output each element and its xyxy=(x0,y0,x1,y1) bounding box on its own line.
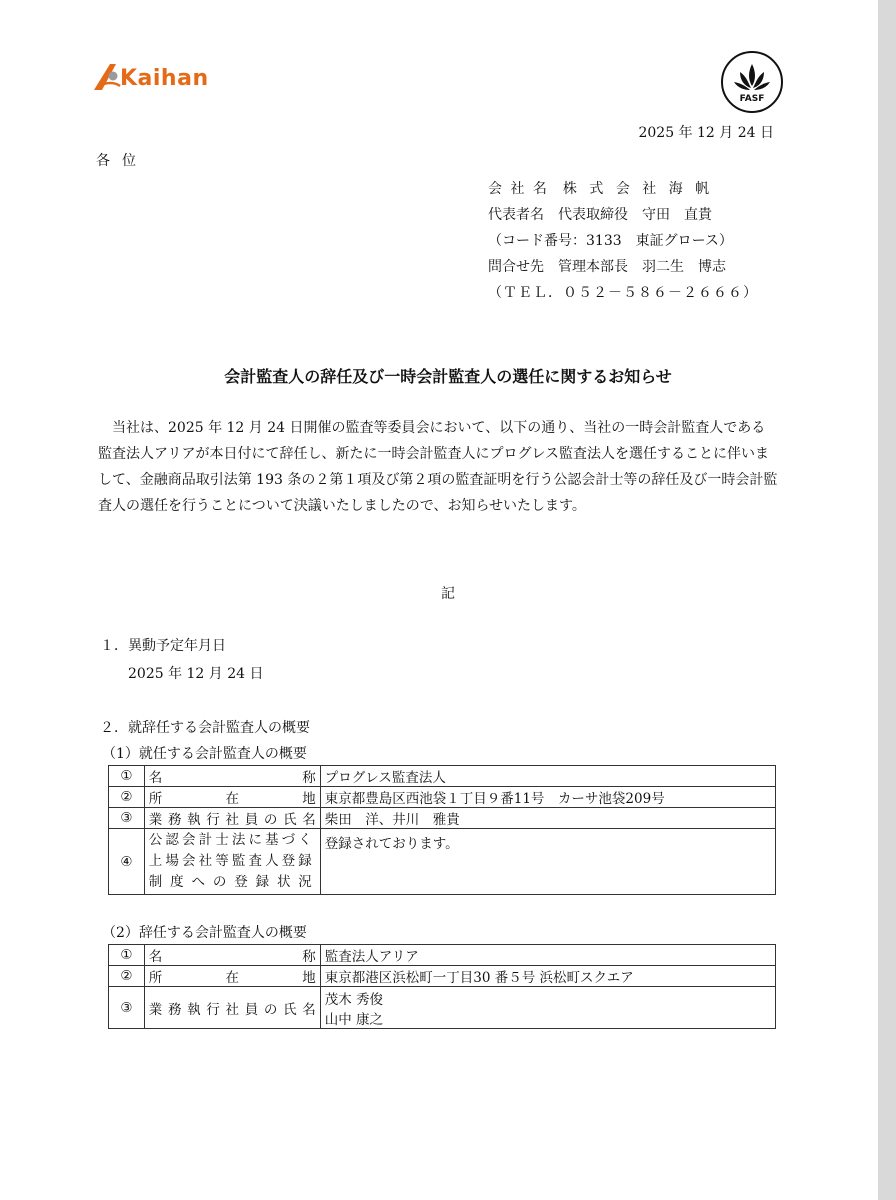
incoming-auditor-table xyxy=(108,765,776,895)
row-number: ② xyxy=(109,787,145,808)
row-number: ① xyxy=(109,945,145,966)
row-label: 名称 xyxy=(144,766,320,787)
table-row xyxy=(109,787,776,808)
sender-company-row xyxy=(488,176,758,202)
partner-name: 山中 康之 xyxy=(324,1011,384,1028)
row-value-multiline xyxy=(320,987,775,1029)
table-row xyxy=(109,808,776,829)
row-value: 監査法人アリア xyxy=(320,945,775,966)
row-number: ③ xyxy=(109,987,145,1029)
row-value: 柴田 洋、井川 雅貴 xyxy=(320,808,775,829)
document-date: 2025 年 12 月 24 日 xyxy=(638,125,774,141)
label-line: 制度への登録状況 xyxy=(148,874,312,890)
company-label: 会 社 名 xyxy=(488,181,549,197)
notice-title: 会計監査人の辞任及び一時会計監査人の選任に関するお知らせ xyxy=(224,367,672,386)
row-value: 東京都豊島区西池袋１丁目９番11号 カーサ池袋209号 xyxy=(320,787,775,808)
row-number: ② xyxy=(109,966,145,987)
partner-name: 茂木 秀俊 xyxy=(324,991,384,1008)
table-row xyxy=(109,945,776,966)
row-number: ③ xyxy=(109,808,145,829)
row-value: 登録されております。 xyxy=(320,829,775,895)
label-line: 上場会社等監査人登録 xyxy=(148,853,312,869)
outgoing-auditor-heading: （2）辞任する会計監査人の概要 xyxy=(102,925,307,941)
body-paragraph: 当社は、2025 年 12 月 24 日開催の監査等委員会において、以下の通り、当社の一時会計監査人である監査法人アリアが本日付にて辞任し、新たに一時会計監査人にプログレス監査法人を選任することに伴いまして、金融商品取引法第 193 条の２第１項及び第２項の監査証明を行う公認会計士等の辞任及び一時会計監査人の選任を行うことについて決議いたしましたので、お知らせいたします。 xyxy=(98,420,778,514)
row-label-multiline xyxy=(144,829,320,895)
table-row xyxy=(109,966,776,987)
contact-label: 問合せ先 xyxy=(488,259,544,275)
row-value: プログレス監査法人 xyxy=(320,766,775,787)
notice-body xyxy=(98,415,778,519)
contact-value: 管理本部長 羽二生 博志 xyxy=(558,259,726,275)
row-label: 所在地 xyxy=(144,966,320,987)
row-label: 業務執行社員の氏名 xyxy=(144,987,320,1029)
table-row xyxy=(109,829,776,895)
stock-code: （コード番号：3133 東証グロース） xyxy=(488,233,733,249)
addressee: 各位 xyxy=(96,153,148,169)
rep-label: 代表者名 xyxy=(488,207,544,223)
section2-heading: ２．就辞任する会計監査人の概要 xyxy=(100,720,310,736)
row-number: ① xyxy=(109,766,145,787)
row-label: 所在地 xyxy=(144,787,320,808)
company-name: 株 式 会 社 海 帆 xyxy=(562,181,714,197)
incoming-auditor-heading: （1）就任する会計監査人の概要 xyxy=(102,746,307,762)
section1-date: 2025 年 12 月 24 日 xyxy=(128,666,264,682)
table-row xyxy=(109,766,776,787)
outgoing-auditor-table xyxy=(108,944,776,1029)
sender-block xyxy=(488,176,758,306)
telephone: （ＴＥＬ．０５２－５８６－２６６６） xyxy=(488,285,758,301)
fasf-label: FASF xyxy=(739,94,765,104)
fasf-seal-icon xyxy=(720,50,784,114)
row-label: 名称 xyxy=(144,945,320,966)
sender-rep-row xyxy=(488,202,758,228)
table-row xyxy=(109,987,776,1029)
rep-value: 代表取締役 守田 直貴 xyxy=(558,207,712,223)
row-number: ④ xyxy=(109,829,145,895)
company-logo-text: Kaihan xyxy=(120,66,209,91)
section1-heading: １．異動予定年月日 xyxy=(100,638,226,654)
row-value: 東京都港区浜松町一丁目30 番５号 浜松町スクエア xyxy=(320,966,775,987)
label-line: 公認会計士法に基づく xyxy=(148,832,312,848)
row-label: 業務執行社員の氏名 xyxy=(144,808,320,829)
sender-contact-row xyxy=(488,254,758,280)
ki-marker: 記 xyxy=(441,586,455,602)
